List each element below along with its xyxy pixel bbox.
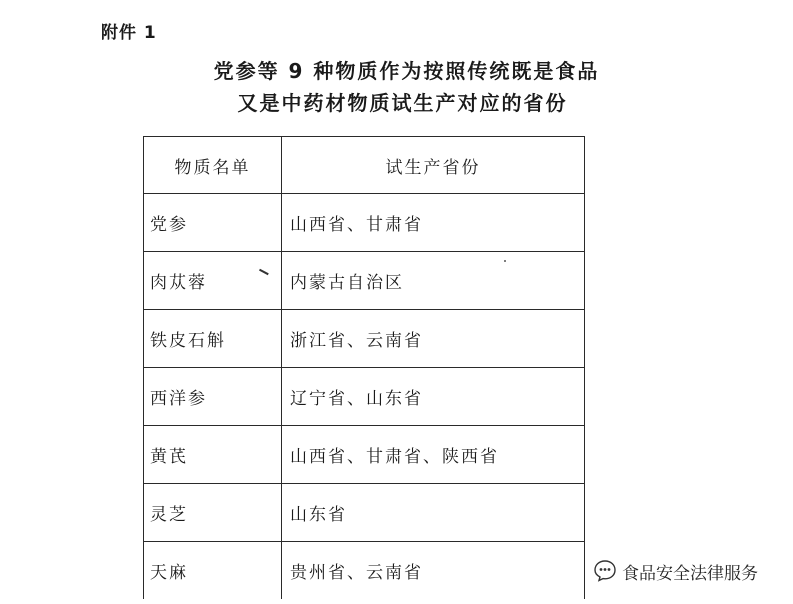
- table-row: [144, 194, 585, 252]
- attachment-label: 附件 1: [101, 23, 157, 43]
- table-row: [144, 542, 585, 600]
- province-cell: 贵州省、云南省: [282, 542, 585, 600]
- table-header-row: [144, 137, 585, 194]
- substance-cell: 党参: [144, 194, 282, 252]
- substance-cell: 西洋参: [144, 368, 282, 426]
- substance-cell: 肉苁蓉: [144, 252, 282, 310]
- document-title-line-2: 又是中药材物质试生产对应的省份: [237, 91, 568, 115]
- header-substance: 物质名单: [144, 137, 282, 194]
- substance-cell: 天麻: [144, 542, 282, 600]
- substance-cell: 黄芪: [144, 426, 282, 484]
- table-row: [144, 310, 585, 368]
- table-row: [144, 368, 585, 426]
- province-cell: 山东省: [282, 484, 585, 542]
- province-cell: 山西省、甘肃省、陕西省: [282, 426, 585, 484]
- watermark-text: 食品安全法律服务: [622, 563, 758, 584]
- scan-speck: [504, 260, 506, 262]
- header-provinces: 试生产省份: [282, 137, 585, 194]
- document-title-line-1: 党参等 9 种物质作为按照传统既是食品: [213, 59, 600, 83]
- substance-cell: 铁皮石斛: [144, 310, 282, 368]
- table-row: [144, 484, 585, 542]
- wechat-watermark: [592, 556, 758, 586]
- table-row: [144, 252, 585, 310]
- province-cell: 内蒙古自治区: [282, 252, 585, 310]
- province-cell: 山西省、甘肃省: [282, 194, 585, 252]
- province-cell: 浙江省、云南省: [282, 310, 585, 368]
- province-table: [143, 136, 585, 599]
- table-row: [144, 426, 585, 484]
- province-cell: 辽宁省、山东省: [282, 368, 585, 426]
- substance-cell: 灵芝: [144, 484, 282, 542]
- wechat-icon: [592, 558, 618, 584]
